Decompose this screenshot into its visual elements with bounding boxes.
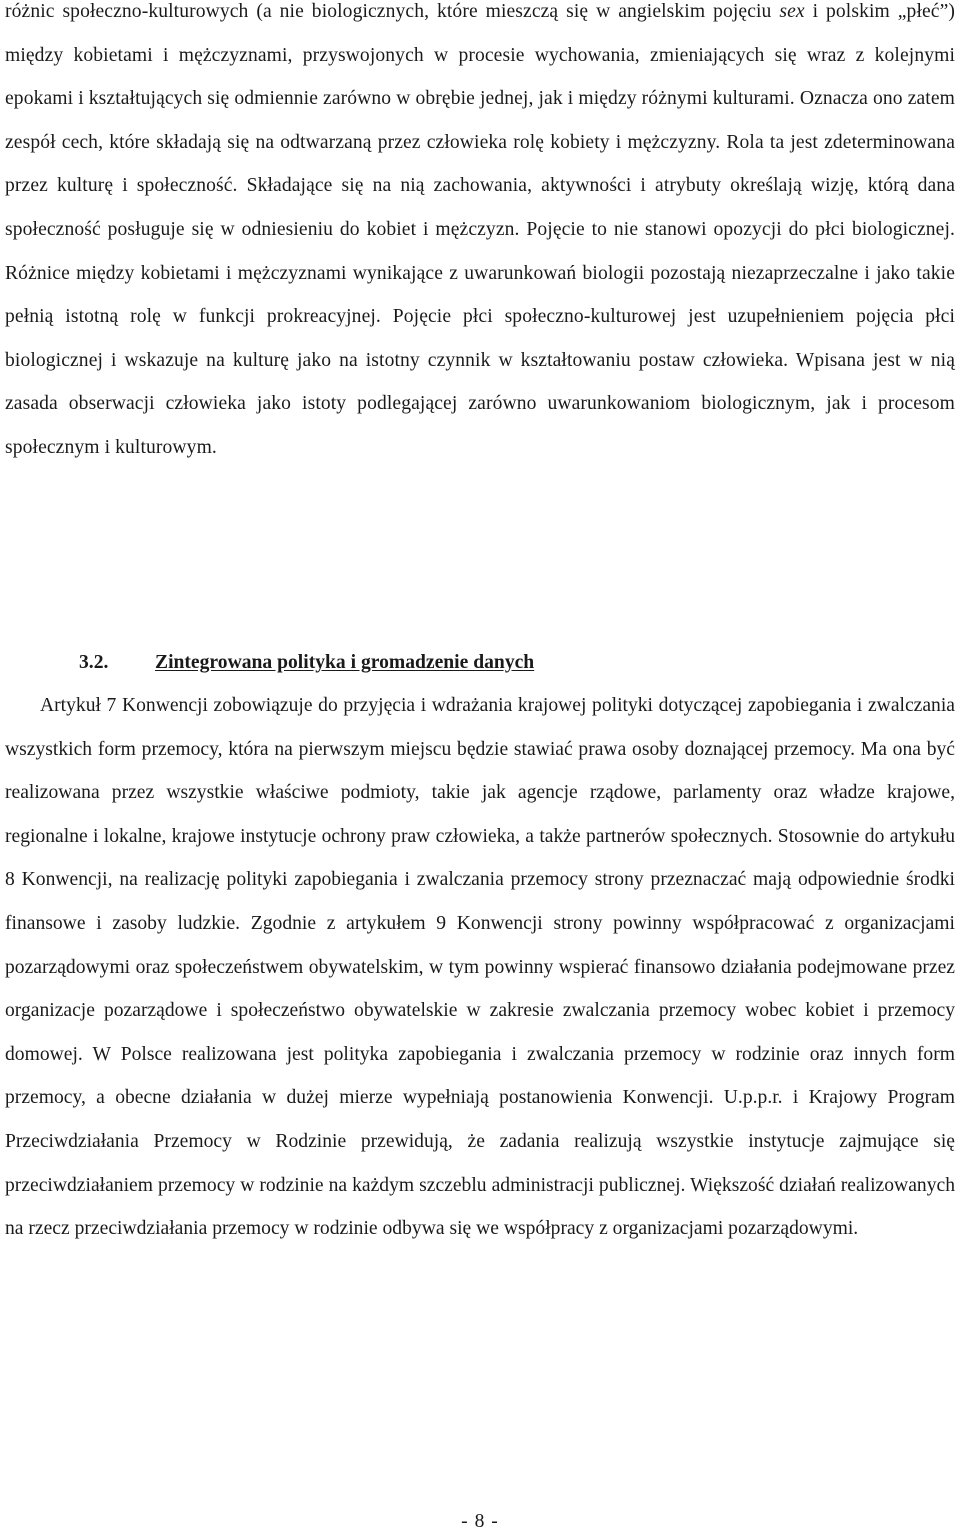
paragraph-text-start: różnic społeczno-kulturowych (a nie biologicznych, które mieszczą się w angielskim pojęciu xyxy=(5,1,780,22)
page-number: - 8 - xyxy=(461,1511,499,1532)
body-paragraph-gender xyxy=(5,0,955,470)
italic-term-sex: sex xyxy=(779,1,805,22)
section-title: Zintegrowana polityka i gromadzenie danych xyxy=(155,652,535,673)
section-number: 3.2. xyxy=(79,652,109,673)
body-paragraph-policy: Artykuł 7 Konwencji zobowiązuje do przyjęcia i wdrażania krajowej polityki dotyczącej zapobiegania i zwalczania wszystkich form przemocy, która na pierwszym miejscu będzie stawiać prawa osoby doznającej przemocy. Ma ona być realizowana przez wszystkie właściwe podmioty, takie jak agencje rządowe, parlamenty oraz władze krajowe, regionalne i lokalne, krajowe instytucje ochrony praw człowieka, a także partnerów społecznych. Stosownie do artykułu 8 Konwencji, na realizację polityki zapobiegania i zwalczania przemocy strony przeznaczać mają odpowiednie środki finansowe i zasoby ludzkie. Zgodnie z artykułem 9 Konwencji strony powinny współpracować z organizacjami pozarządowymi oraz społeczeństwem obywatelskim, w tym powinny wspierać finansowo działania podejmowane przez organizacje pozarządowe i społeczeństwo obywatelskie w zakresie zwalczania przemocy wobec kobiet i przemocy domowej. W Polsce realizowana jest polityka zapobiegania i zwalczania przemocy w rodzinie oraz innych form przemocy, a obecne działania w dużej mierze wypełniają postanowienia Konwencji. U.p.p.r. i Krajowy Program Przeciwdziałania Przemocy w Rodzinie przewidują, że zadania realizują wszystkie instytucje zajmujące się przeciwdziałaniem przemocy w rodzinie na każdym szczeblu administracji publicznej. Większość działań realizowanych na rzecz przeciwdziałania przemocy w rodzinie odbywa się we współpracy z organizacjami pozarządowymi. xyxy=(5,695,955,1240)
section-heading xyxy=(79,645,534,681)
paragraph-text-rest: i polskim „płeć”) między kobietami i mężczyznami, przyswojonych w procesie wychowania, zmieniających się wraz z kolejnymi epokami i kształtujących się odmiennie zarówno w obrębie jednej, jak i między różnymi kulturami. Oznacza ono zatem zespół cech, które składają się na odtwarzaną przez człowieka rolę kobiety i mężczyzny. Rola ta jest zdeterminowana przez kulturę i społeczność. Składające się na nią zachowania, aktywności i atrybuty określają wizję, którą dana społeczność posługuje się w odniesieniu do kobiet i mężczyzn. Pojęcie to nie stanowi opozycji do płci biologicznej. Różnice między kobietami i mężczyznami wynikające z uwarunkowań biologii pozostają niezaprzeczalne i jako takie pełnią istotną rolę w funkcji prokreacyjnej. Pojęcie płci społeczno-kulturowej jest uzupełnieniem pojęcia płci biologicznej i wskazuje na kulturę jako na istotny czynnik w kształtowaniu postaw człowieka. Wpisana jest w nią zasada obserwacji człowieka jako istoty podlegającej zarówno uwarunkowaniom biologicznym, jak i procesom społecznym i kulturowym. xyxy=(5,1,956,458)
